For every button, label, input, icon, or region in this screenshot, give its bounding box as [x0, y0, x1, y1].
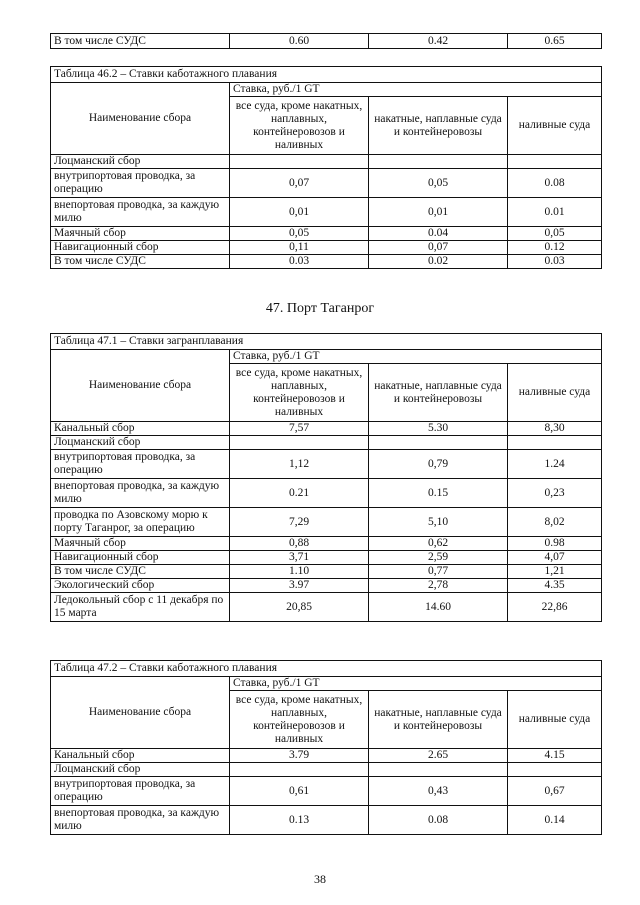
cell-value: 8,02	[508, 508, 602, 537]
table-caption: Таблица 47.1 – Ставки загранплавания	[51, 334, 602, 350]
header-rate: Ставка, руб./1 GT	[230, 83, 602, 97]
row-label: внутрипортовая проводка, за операцию	[51, 169, 230, 198]
header-col-roro: накатные, наплавные суда и контейнеровозы	[369, 691, 508, 749]
row-label: Навигационный сбор	[51, 551, 230, 565]
header-name: Наименование сбора	[51, 83, 230, 155]
cell-value: 22,86	[508, 593, 602, 622]
cell-value: 4,07	[508, 551, 602, 565]
cell-value: 14.60	[369, 593, 508, 622]
table-row	[51, 436, 602, 450]
cell-value	[508, 436, 602, 450]
cell-value: 0.60	[230, 34, 369, 49]
cell-value: 2.65	[369, 749, 508, 763]
cell-value: 0,62	[369, 537, 508, 551]
cell-value: 8,30	[508, 422, 602, 436]
cell-value: 2,78	[369, 579, 508, 593]
cell-value: 0,05	[508, 227, 602, 241]
row-label: внепортовая проводка, за каждую милю	[51, 198, 230, 227]
row-label: внепортовая проводка, за каждую милю	[51, 806, 230, 835]
table-row	[51, 579, 602, 593]
header-col-all-ships: все суда, кроме накатных, наплавных, контейнеровозов и наливных	[230, 691, 369, 749]
header-col-all-ships: все суда, кроме накатных, наплавных, контейнеровозов и наливных	[230, 364, 369, 422]
cell-value: 0.15	[369, 479, 508, 508]
cell-value: 1.24	[508, 450, 602, 479]
cell-value: 0,05	[230, 227, 369, 241]
table-caption: Таблица 46.2 – Ставки каботажного плавания	[51, 67, 602, 83]
top-table-fragment	[50, 33, 602, 49]
cell-value	[508, 763, 602, 777]
table-row	[51, 777, 602, 806]
table-row	[51, 551, 602, 565]
row-label: Ледокольный сбор с 11 декабря по 15 марта	[51, 593, 230, 622]
header-rate: Ставка, руб./1 GT	[230, 677, 602, 691]
cell-value: 0.01	[508, 198, 602, 227]
cell-value: 0,05	[369, 169, 508, 198]
cell-value: 0.08	[369, 806, 508, 835]
cell-value: 0,07	[230, 169, 369, 198]
cell-value	[230, 155, 369, 169]
cell-value: 4.35	[508, 579, 602, 593]
row-label: В том числе СУДС	[51, 255, 230, 269]
table-row	[51, 155, 602, 169]
row-label: Лоцманский сбор	[51, 763, 230, 777]
cell-value: 1,21	[508, 565, 602, 579]
header-col-roro: накатные, наплавные суда и контейнеровозы	[369, 97, 508, 155]
row-label: Экологический сбор	[51, 579, 230, 593]
table-row	[51, 241, 602, 255]
cell-value	[369, 763, 508, 777]
cell-value	[230, 763, 369, 777]
row-label: В том числе СУДС	[51, 565, 230, 579]
table-47-2	[50, 660, 602, 835]
cell-value	[230, 436, 369, 450]
cell-value: 4.15	[508, 749, 602, 763]
cell-value: 0,01	[369, 198, 508, 227]
row-label: Маячный сбор	[51, 227, 230, 241]
row-label: внепортовая проводка, за каждую милю	[51, 479, 230, 508]
row-label: Канальный сбор	[51, 422, 230, 436]
table-row	[51, 479, 602, 508]
table-47-1	[50, 333, 602, 622]
table-row	[51, 227, 602, 241]
cell-value: 0,01	[230, 198, 369, 227]
row-label: Навигационный сбор	[51, 241, 230, 255]
header-name: Наименование сбора	[51, 677, 230, 749]
cell-value: 0,79	[369, 450, 508, 479]
row-label: Маячный сбор	[51, 537, 230, 551]
header-name: Наименование сбора	[51, 350, 230, 422]
cell-value: 0,43	[369, 777, 508, 806]
cell-value: 5,10	[369, 508, 508, 537]
cell-value: 0.04	[369, 227, 508, 241]
cell-value	[369, 436, 508, 450]
cell-value: 0.03	[508, 255, 602, 269]
cell-value: 0.42	[369, 34, 508, 49]
cell-value: 0.98	[508, 537, 602, 551]
table-46-2	[50, 66, 602, 269]
row-label: Канальный сбор	[51, 749, 230, 763]
table-row	[51, 508, 602, 537]
table-row	[51, 450, 602, 479]
cell-value: 0.03	[230, 255, 369, 269]
row-label: проводка по Азовскому морю к порту Таганрог, за операцию	[51, 508, 230, 537]
header-col-roro: накатные, наплавные суда и контейнеровозы	[369, 364, 508, 422]
table-row	[51, 34, 602, 49]
cell-value: 0,77	[369, 565, 508, 579]
page-number: 38	[314, 872, 326, 886]
header-col-tankers: наливные суда	[508, 691, 602, 749]
row-label: внутрипортовая проводка, за операцию	[51, 450, 230, 479]
table-row	[51, 806, 602, 835]
cell-value: 20,85	[230, 593, 369, 622]
table-row	[51, 198, 602, 227]
cell-value: 7,57	[230, 422, 369, 436]
cell-value: 0.12	[508, 241, 602, 255]
cell-value: 2,59	[369, 551, 508, 565]
row-label: Лоцманский сбор	[51, 155, 230, 169]
row-label: В том числе СУДС	[51, 34, 230, 49]
header-col-tankers: наливные суда	[508, 97, 602, 155]
row-label: Лоцманский сбор	[51, 436, 230, 450]
table-row	[51, 749, 602, 763]
cell-value: 0.02	[369, 255, 508, 269]
cell-value: 0,11	[230, 241, 369, 255]
cell-value	[508, 155, 602, 169]
table-row	[51, 169, 602, 198]
table-row	[51, 537, 602, 551]
section-title: 47. Порт Таганрог	[265, 301, 375, 316]
table-row	[51, 255, 602, 269]
cell-value: 1.10	[230, 565, 369, 579]
cell-value: 0.65	[508, 34, 602, 49]
cell-value: 0,67	[508, 777, 602, 806]
table-row	[51, 763, 602, 777]
table-row	[51, 593, 602, 622]
cell-value: 0.21	[230, 479, 369, 508]
table-caption: Таблица 47.2 – Ставки каботажного плавания	[51, 661, 602, 677]
table-row	[51, 565, 602, 579]
cell-value: 3.97	[230, 579, 369, 593]
cell-value: 7,29	[230, 508, 369, 537]
cell-value: 3.79	[230, 749, 369, 763]
row-label: внутрипортовая проводка, за операцию	[51, 777, 230, 806]
table-row	[51, 422, 602, 436]
cell-value: 5.30	[369, 422, 508, 436]
header-rate: Ставка, руб./1 GT	[230, 350, 602, 364]
cell-value: 0.14	[508, 806, 602, 835]
cell-value: 0,23	[508, 479, 602, 508]
header-col-tankers: наливные суда	[508, 364, 602, 422]
cell-value: 0,88	[230, 537, 369, 551]
cell-value: 1,12	[230, 450, 369, 479]
cell-value	[369, 155, 508, 169]
cell-value: 3,71	[230, 551, 369, 565]
cell-value: 0,61	[230, 777, 369, 806]
header-col-all-ships: все суда, кроме накатных, наплавных, контейнеровозов и наливных	[230, 97, 369, 155]
cell-value: 0.08	[508, 169, 602, 198]
cell-value: 0,07	[369, 241, 508, 255]
cell-value: 0.13	[230, 806, 369, 835]
